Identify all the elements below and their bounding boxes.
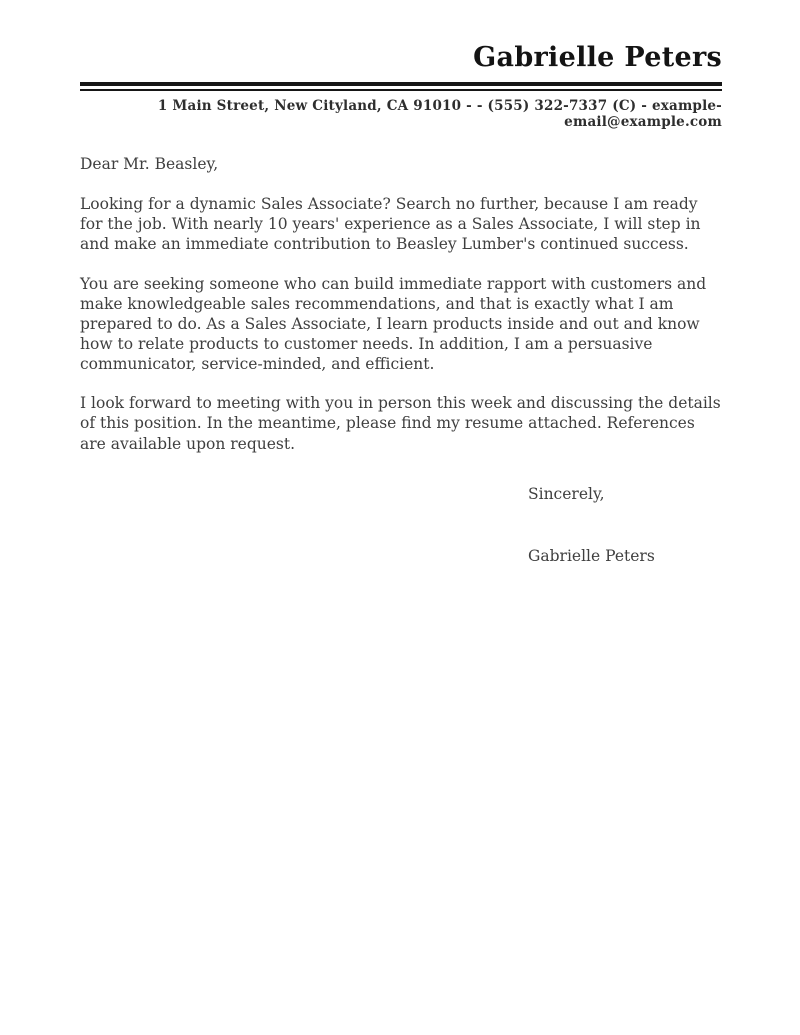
letter-header [80,42,722,130]
contact-info: 1 Main Street, New Cityland, CA 91010 - - (555) 322-7337 (C) - example-email@example.com [157,98,722,131]
closing-salutation: Sincerely, [528,484,605,503]
paragraph-qualifications: You are seeking someone who can build immediate rapport with customers and make knowledgeable sales recommendations, and that is exactly what I am prepared to do. As a Sales Associate, I learn products inside and out and know how to relate products to customer needs. In addition, I am a persuasive communicator, service-minded, and efficient. [80,274,707,374]
salutation: Dear Mr. Beasley, [80,155,219,174]
closing-block [528,484,722,566]
letter-body [80,154,722,566]
header-divider [80,82,722,91]
signature-name: Gabrielle Peters [528,546,655,565]
paragraph-intro: Looking for a dynamic Sales Associate? Search no further, because I am ready for the job. With nearly 10 years' experience as a Sales Associate, I will step in and make an immediate contribution to Beasley Lumber's continued success. [80,195,701,254]
page-title: Gabrielle Peters [473,42,722,73]
paragraph-closing-request: I look forward to meeting with you in person this week and discussing the details of this position. In the meantime, please find my resume attached. References are available upon request. [80,394,721,453]
